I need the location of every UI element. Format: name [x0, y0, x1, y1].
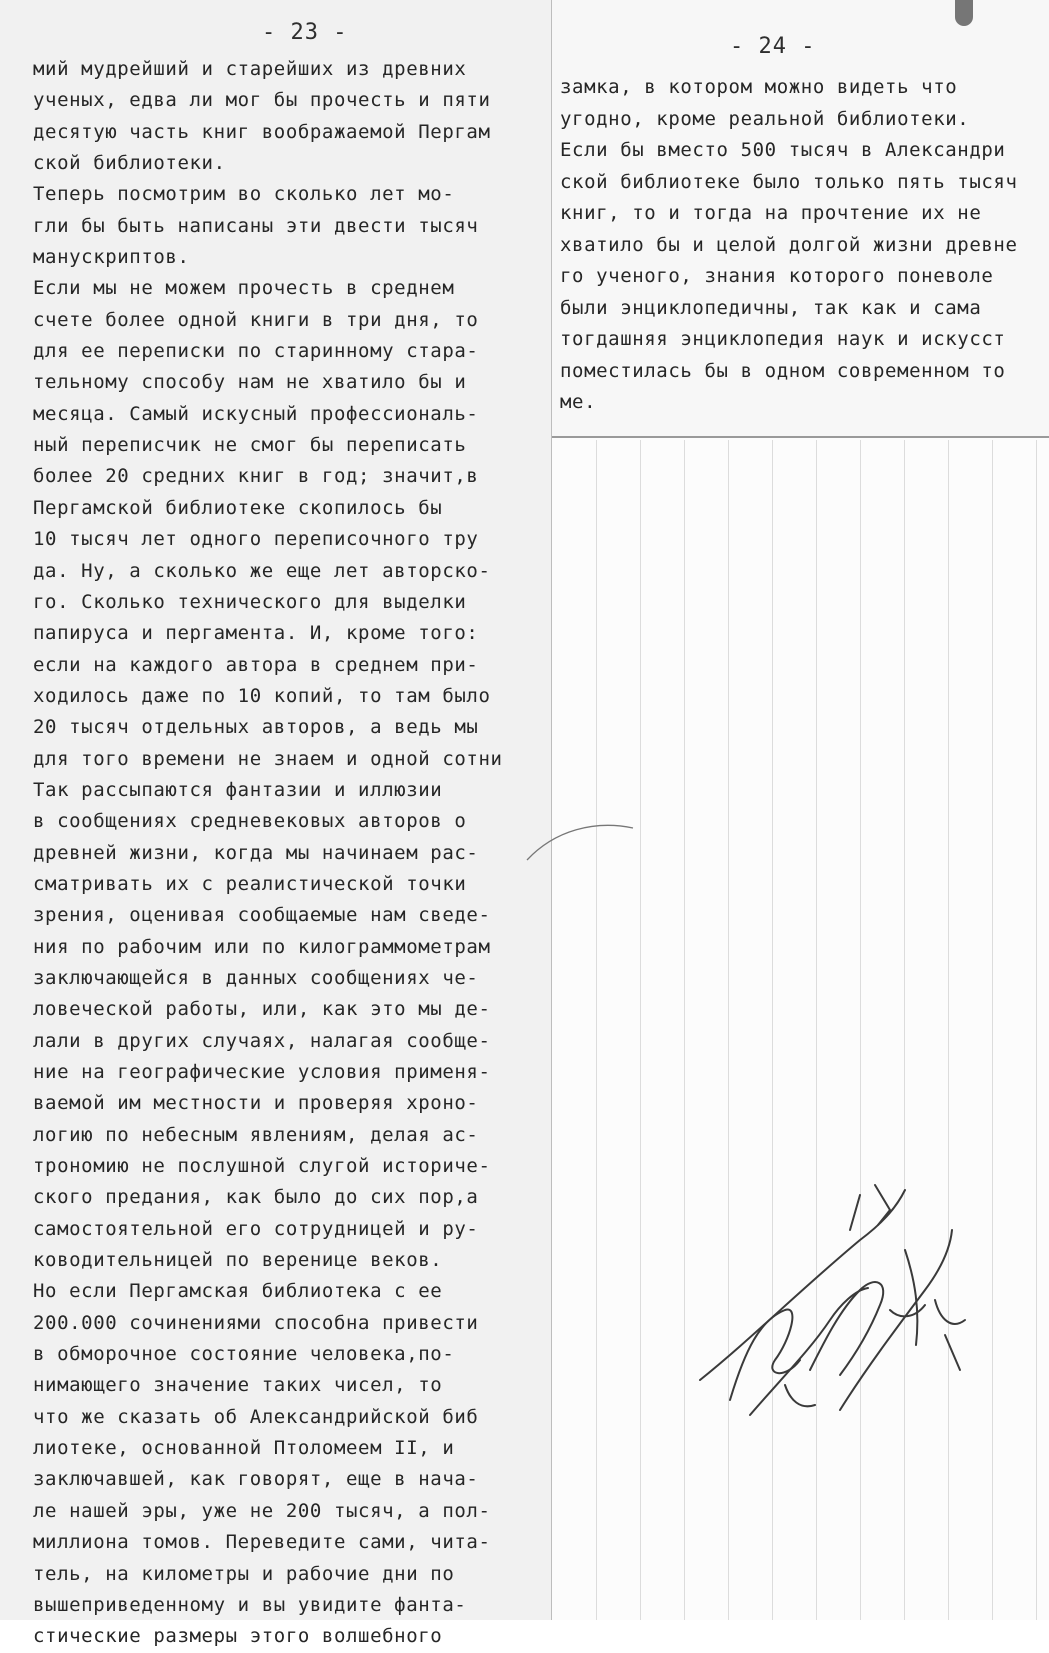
text-line: ный переписчик не смог бы переписать	[33, 434, 467, 457]
text-line: ле нашей эры, уже не 200 тысяч, а пол-	[33, 1499, 491, 1522]
ruling-line	[816, 440, 817, 1620]
ruling-line	[1036, 440, 1037, 1620]
text-line: самостоятельной его сотрудницей и ру-	[33, 1217, 479, 1240]
text-line: манускриптов.	[33, 246, 190, 269]
text-line: ме.	[560, 391, 597, 413]
text-line: логию по небесным явлениям, делая ас-	[33, 1123, 479, 1146]
text-line: угодно, кроме реальной библиотеки.	[560, 107, 970, 130]
text-line: лали в других случаях, налагая сообще-	[33, 1029, 491, 1052]
right-page-text	[560, 72, 1045, 419]
text-line: Если бы вместо 500 тысяч в Александри	[560, 139, 1006, 161]
text-line: в обморочное состояние человека,по-	[33, 1343, 455, 1366]
text-line: 20 тысяч отдельных авторов, а ведь мы	[33, 716, 479, 739]
text-line: ской библиотеки.	[33, 152, 226, 175]
text-line: ловеческой работы, или, как это мы де-	[33, 998, 491, 1021]
text-line: для ее переписки по старинному стара-	[33, 340, 479, 363]
text-line: ководительницей по вереницe веков.	[33, 1249, 443, 1272]
text-line: ходилось даже по 10 копий, то там было	[33, 684, 491, 707]
text-line: что же сказать об Александрийской биб	[33, 1405, 479, 1428]
text-line: Если мы не можем прочесть в среднем	[33, 277, 455, 300]
text-line: ского предания, как было до сих пор,а	[33, 1186, 479, 1209]
handwritten-signature-icon	[690, 1170, 980, 1430]
text-line: в сообщениях средневековых авторов о	[33, 810, 467, 833]
text-line: тогдашняя энциклопедия наук и искусст	[560, 328, 1006, 350]
text-line: ваемой им местности и проверяя хроно-	[33, 1092, 479, 1115]
text-line: 10 тысяч лет одного переписочного тру	[33, 528, 479, 551]
text-line: вышеприведенному и вы увидите фанта-	[33, 1593, 467, 1616]
text-line: заключающейся в данных сообщениях че-	[33, 966, 479, 989]
ruling-line	[772, 440, 773, 1620]
text-line: го ученого, знания которого поневоле	[560, 265, 994, 287]
text-line: счете более одной книги в три дня, то	[33, 308, 479, 331]
text-line: го. Сколько технического для выделки	[33, 590, 467, 613]
ruling-line	[640, 440, 641, 1620]
text-line: древней жизни, когда мы начинаем рас-	[33, 841, 479, 864]
text-line: для того времени не знаем и одной сотни	[33, 747, 503, 770]
text-line: трономию не послушной слугой историче-	[33, 1155, 491, 1178]
text-line: Но если Пергамская библиотека с ее	[33, 1280, 443, 1303]
text-line: да. Ну, а сколько же еще лет авторско-	[33, 559, 491, 582]
text-line: были энциклопедичны, так как и сама	[560, 296, 982, 319]
text-line: зрения, оценивая сообщаемые нам сведе-	[33, 904, 491, 927]
ruling-line	[596, 440, 597, 1620]
text-line: Теперь посмотрим во сколько лет мо-	[33, 183, 455, 206]
ruling-line	[904, 440, 905, 1620]
text-line: тель, на километры и рабочие дни по	[33, 1562, 455, 1585]
ruling-line	[684, 440, 685, 1620]
text-line: сматривать их с реалистической точки	[33, 872, 467, 895]
pencil-stroke-icon	[525, 820, 635, 880]
text-line: ученых, едва ли мог бы прочесть и пяти	[33, 89, 491, 112]
page-number-right: - 24 -	[730, 34, 816, 59]
text-line: ской библиотеке было только пять тысяч	[560, 170, 1018, 193]
text-line: мий мудрейший и старейших из древних	[33, 58, 467, 80]
text-line: поместилась бы в одном современном то	[560, 359, 1006, 382]
text-line: книг, то и тогда на прочтение их не	[560, 202, 982, 224]
text-line: стические размеры этого волшебного	[33, 1625, 443, 1648]
text-line: Так рассыпаются фантазии и иллюзии	[33, 778, 443, 801]
text-line: если на каждого автора в среднем при-	[33, 653, 479, 676]
text-line: 200.000 сочинениями способна привести	[33, 1311, 479, 1334]
text-line: тельному способу нам не хватило бы и	[33, 371, 467, 394]
text-line: ния по рабочим или по килограммометрам	[33, 935, 491, 958]
text-line: нимающего значение таких чисел, то	[33, 1374, 443, 1397]
left-page-text	[33, 54, 548, 1653]
ruling-line	[728, 440, 729, 1620]
text-line: гли бы быть написаны эти двести тысяч	[33, 214, 479, 237]
ruling-line	[992, 440, 993, 1620]
text-line: лиотеке, основанной Птоломеем II, и	[33, 1437, 455, 1460]
text-line: хватило бы и целой долгой жизни древне	[560, 233, 1018, 256]
text-line: ние на географические условия применя-	[33, 1061, 491, 1083]
text-line: заключавшей, как говорят, еще в нача-	[33, 1468, 479, 1491]
text-line: замка, в котором можно видеть что	[560, 76, 958, 98]
text-line: более 20 средних книг в год; значит,в	[33, 465, 479, 488]
ruling-line	[948, 440, 949, 1620]
ink-blot-icon	[955, 0, 973, 26]
page-number-left: - 23 -	[262, 20, 348, 45]
ruling-line	[860, 440, 861, 1620]
text-line: десятую часть книг воображаемой Пергам	[33, 120, 491, 143]
text-line: миллиона томов. Переведите сами, чита-	[33, 1531, 491, 1554]
text-line: месяца. Самый искусный профессиональ-	[33, 402, 479, 425]
text-line: Пергамской библиотеке скопилось бы	[33, 496, 443, 519]
text-line: папируса и пергамента. И, кроме того:	[33, 622, 479, 645]
ruled-sheet	[552, 438, 1049, 1620]
